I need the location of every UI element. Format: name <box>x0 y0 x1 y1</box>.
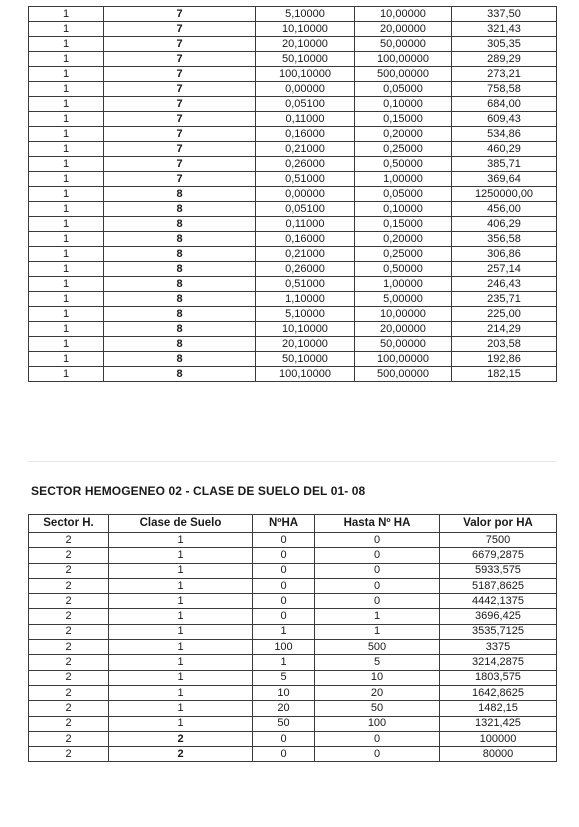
soil-class-cell: 1 <box>109 701 253 716</box>
table-row <box>29 655 557 670</box>
soil-class-cell: 1 <box>109 594 253 609</box>
ha-to-cell: 5 <box>315 655 440 670</box>
sector-cell: 1 <box>29 292 104 307</box>
ha-to-cell: 0,25000 <box>355 142 452 157</box>
ha-to-cell: 100 <box>315 716 440 731</box>
soil-class-cell: 1 <box>109 685 253 700</box>
table-row <box>29 337 557 352</box>
value-cell: 1642,8625 <box>440 685 557 700</box>
value-cell: 235,71 <box>452 292 557 307</box>
ha-from-cell: 1,10000 <box>256 292 355 307</box>
ha-to-cell: 500 <box>315 640 440 655</box>
sector-cell: 1 <box>29 262 104 277</box>
value-cell: 225,00 <box>452 307 557 322</box>
column-header-ha-to: Hasta Nº HA <box>315 515 440 533</box>
table-row <box>29 67 557 82</box>
sector-cell: 1 <box>29 37 104 52</box>
ha-to-cell: 0,25000 <box>355 247 452 262</box>
sector-cell: 1 <box>29 127 104 142</box>
value-cell: 203,58 <box>452 337 557 352</box>
ha-from-cell: 0,51000 <box>256 277 355 292</box>
sector-cell: 1 <box>29 337 104 352</box>
soil-class-cell: 8 <box>104 292 256 307</box>
value-cell: 257,14 <box>452 262 557 277</box>
soil-class-cell: 7 <box>104 97 256 112</box>
sector-cell: 1 <box>29 247 104 262</box>
soil-class-cell: 1 <box>109 716 253 731</box>
column-header-sector: Sector H. <box>29 515 109 533</box>
value-cell: 758,58 <box>452 82 557 97</box>
ha-from-cell: 0 <box>253 609 315 624</box>
soil-class-cell: 8 <box>104 187 256 202</box>
soil-class-cell: 8 <box>104 202 256 217</box>
ha-to-cell: 100,00000 <box>355 52 452 67</box>
value-cell: 182,15 <box>452 367 557 382</box>
ha-to-cell: 100,00000 <box>355 352 452 367</box>
value-cell: 289,29 <box>452 52 557 67</box>
ha-to-cell: 0 <box>315 548 440 563</box>
ha-to-cell: 0 <box>315 747 440 762</box>
ha-from-cell: 0 <box>253 548 315 563</box>
table-row <box>29 202 557 217</box>
sector-cell: 1 <box>29 322 104 337</box>
table-row <box>29 609 557 624</box>
soil-class-cell: 8 <box>104 337 256 352</box>
ha-from-cell: 0,16000 <box>256 232 355 247</box>
sector-cell: 2 <box>29 731 109 746</box>
ha-to-cell: 500,00000 <box>355 367 452 382</box>
ha-from-cell: 0,51000 <box>256 172 355 187</box>
sector-cell: 1 <box>29 172 104 187</box>
soil-class-cell: 1 <box>109 609 253 624</box>
value-cell: 6679,2875 <box>440 548 557 563</box>
ha-from-cell: 10,10000 <box>256 22 355 37</box>
ha-from-cell: 0,21000 <box>256 247 355 262</box>
sector-cell: 1 <box>29 82 104 97</box>
value-cell: 1250000,00 <box>452 187 557 202</box>
table-row <box>29 37 557 52</box>
sector-cell: 2 <box>29 609 109 624</box>
sector-cell: 1 <box>29 97 104 112</box>
ha-from-cell: 50 <box>253 716 315 731</box>
ha-from-cell: 0,26000 <box>256 157 355 172</box>
ha-to-cell: 5,00000 <box>355 292 452 307</box>
sector-cell: 2 <box>29 685 109 700</box>
soil-class-cell: 8 <box>104 232 256 247</box>
table-row <box>29 52 557 67</box>
sector-cell: 2 <box>29 624 109 639</box>
value-cell: 609,43 <box>452 112 557 127</box>
value-cell: 5933,575 <box>440 563 557 578</box>
ha-to-cell: 50,00000 <box>355 337 452 352</box>
ha-from-cell: 0,05100 <box>256 202 355 217</box>
ha-from-cell: 50,10000 <box>256 352 355 367</box>
value-cell: 1482,15 <box>440 701 557 716</box>
value-cell: 337,50 <box>452 7 557 22</box>
soil-class-cell: 7 <box>104 7 256 22</box>
sector-cell: 2 <box>29 563 109 578</box>
table-row <box>29 670 557 685</box>
ha-from-cell: 0 <box>253 533 315 548</box>
sector-cell: 2 <box>29 716 109 731</box>
value-cell: 306,86 <box>452 247 557 262</box>
soil-class-cell: 8 <box>104 307 256 322</box>
value-cell: 273,21 <box>452 67 557 82</box>
soil-class-cell: 2 <box>109 731 253 746</box>
ha-to-cell: 0,15000 <box>355 112 452 127</box>
ha-to-cell: 1 <box>315 624 440 639</box>
ha-from-cell: 100,10000 <box>256 67 355 82</box>
soil-class-cell: 8 <box>104 367 256 382</box>
page-divider <box>28 461 556 462</box>
table-row <box>29 7 557 22</box>
table-row <box>29 747 557 762</box>
sector-cell: 1 <box>29 367 104 382</box>
sector-cell: 1 <box>29 202 104 217</box>
value-cell: 192,86 <box>452 352 557 367</box>
ha-from-cell: 20,10000 <box>256 337 355 352</box>
sector-cell: 1 <box>29 112 104 127</box>
sector-cell: 1 <box>29 307 104 322</box>
ha-to-cell: 0 <box>315 533 440 548</box>
soil-class-cell: 7 <box>104 22 256 37</box>
value-cell: 100000 <box>440 731 557 746</box>
soil-class-cell: 8 <box>104 322 256 337</box>
table-row <box>29 277 557 292</box>
ha-to-cell: 0,15000 <box>355 217 452 232</box>
ha-to-cell: 0,20000 <box>355 127 452 142</box>
table-row <box>29 22 557 37</box>
table-row <box>29 82 557 97</box>
ha-to-cell: 500,00000 <box>355 67 452 82</box>
ha-to-cell: 20,00000 <box>355 22 452 37</box>
sector-cell: 2 <box>29 548 109 563</box>
ha-from-cell: 10 <box>253 685 315 700</box>
table-body <box>29 533 557 762</box>
column-header-soil-class: Clase de Suelo <box>109 515 253 533</box>
ha-from-cell: 0 <box>253 563 315 578</box>
value-cell: 684,00 <box>452 97 557 112</box>
value-cell: 356,58 <box>452 232 557 247</box>
ha-to-cell: 0,10000 <box>355 97 452 112</box>
value-cell: 1321,425 <box>440 716 557 731</box>
soil-class-cell: 1 <box>109 655 253 670</box>
ha-to-cell: 1,00000 <box>355 172 452 187</box>
value-cell: 246,43 <box>452 277 557 292</box>
section-title: SECTOR HEMOGENEO 02 - CLASE DE SUELO DEL 01- 08 <box>31 484 366 498</box>
table-body <box>29 7 557 382</box>
value-cell: 305,35 <box>452 37 557 52</box>
ha-from-cell: 0,26000 <box>256 262 355 277</box>
ha-to-cell: 0 <box>315 563 440 578</box>
value-cell: 7500 <box>440 533 557 548</box>
soil-class-cell: 7 <box>104 67 256 82</box>
table-header-row <box>29 515 557 533</box>
value-cell: 406,29 <box>452 217 557 232</box>
ha-from-cell: 10,10000 <box>256 322 355 337</box>
ha-from-cell: 0 <box>253 594 315 609</box>
ha-from-cell: 1 <box>253 655 315 670</box>
value-cell: 460,29 <box>452 142 557 157</box>
soil-class-cell: 1 <box>109 624 253 639</box>
sector-cell: 1 <box>29 157 104 172</box>
sector-cell: 1 <box>29 352 104 367</box>
sector-cell: 1 <box>29 187 104 202</box>
value-cell: 3375 <box>440 640 557 655</box>
value-cell: 1803,575 <box>440 670 557 685</box>
table-row <box>29 142 557 157</box>
sector-cell: 1 <box>29 52 104 67</box>
soil-class-cell: 7 <box>104 157 256 172</box>
ha-to-cell: 0,05000 <box>355 82 452 97</box>
sector-cell: 2 <box>29 533 109 548</box>
land-value-table-sector-1 <box>28 6 557 382</box>
ha-from-cell: 1 <box>253 624 315 639</box>
value-cell: 3696,425 <box>440 609 557 624</box>
table-row <box>29 367 557 382</box>
table-row <box>29 563 557 578</box>
ha-to-cell: 50 <box>315 701 440 716</box>
ha-from-cell: 0,21000 <box>256 142 355 157</box>
ha-from-cell: 5 <box>253 670 315 685</box>
ha-to-cell: 1,00000 <box>355 277 452 292</box>
value-cell: 5187,8625 <box>440 578 557 593</box>
ha-from-cell: 100 <box>253 640 315 655</box>
table-row <box>29 97 557 112</box>
table-row <box>29 578 557 593</box>
table-row <box>29 127 557 142</box>
table-row <box>29 624 557 639</box>
ha-from-cell: 0,16000 <box>256 127 355 142</box>
soil-class-cell: 7 <box>104 82 256 97</box>
ha-from-cell: 0,05100 <box>256 97 355 112</box>
value-cell: 80000 <box>440 747 557 762</box>
table-row <box>29 352 557 367</box>
table-row <box>29 172 557 187</box>
table-row <box>29 716 557 731</box>
sector-cell: 1 <box>29 142 104 157</box>
ha-from-cell: 5,10000 <box>256 7 355 22</box>
sector-cell: 1 <box>29 277 104 292</box>
ha-from-cell: 20 <box>253 701 315 716</box>
soil-class-cell: 1 <box>109 670 253 685</box>
ha-from-cell: 100,10000 <box>256 367 355 382</box>
sector-cell: 2 <box>29 655 109 670</box>
value-cell: 4442,1375 <box>440 594 557 609</box>
ha-to-cell: 0,05000 <box>355 187 452 202</box>
sector-cell: 2 <box>29 578 109 593</box>
table-row <box>29 247 557 262</box>
ha-to-cell: 0,20000 <box>355 232 452 247</box>
soil-class-cell: 8 <box>104 277 256 292</box>
sector-cell: 2 <box>29 594 109 609</box>
table-row <box>29 594 557 609</box>
ha-to-cell: 10,00000 <box>355 7 452 22</box>
value-cell: 456,00 <box>452 202 557 217</box>
table-row <box>29 232 557 247</box>
table-row <box>29 292 557 307</box>
table-row <box>29 187 557 202</box>
ha-from-cell: 0,00000 <box>256 187 355 202</box>
ha-to-cell: 0,50000 <box>355 157 452 172</box>
ha-to-cell: 0 <box>315 594 440 609</box>
table-row <box>29 533 557 548</box>
table-row <box>29 731 557 746</box>
soil-class-cell: 1 <box>109 578 253 593</box>
ha-to-cell: 0,50000 <box>355 262 452 277</box>
value-cell: 214,29 <box>452 322 557 337</box>
column-header-ha-from: NºHA <box>253 515 315 533</box>
sector-cell: 2 <box>29 747 109 762</box>
soil-class-cell: 7 <box>104 172 256 187</box>
table-row <box>29 548 557 563</box>
table-row <box>29 157 557 172</box>
soil-class-cell: 8 <box>104 352 256 367</box>
table-row <box>29 112 557 127</box>
value-cell: 369,64 <box>452 172 557 187</box>
ha-from-cell: 0,11000 <box>256 112 355 127</box>
column-header-value-per-ha: Valor por HA <box>440 515 557 533</box>
table-row <box>29 701 557 716</box>
sector-cell: 2 <box>29 640 109 655</box>
land-value-table-sector-2 <box>28 514 557 762</box>
soil-class-cell: 1 <box>109 548 253 563</box>
sector-cell: 1 <box>29 217 104 232</box>
ha-from-cell: 0 <box>253 578 315 593</box>
ha-from-cell: 0,00000 <box>256 82 355 97</box>
value-cell: 385,71 <box>452 157 557 172</box>
sector-cell: 2 <box>29 670 109 685</box>
ha-to-cell: 10,00000 <box>355 307 452 322</box>
ha-from-cell: 0 <box>253 747 315 762</box>
table-row <box>29 322 557 337</box>
soil-class-cell: 7 <box>104 37 256 52</box>
soil-class-cell: 7 <box>104 52 256 67</box>
ha-from-cell: 0,11000 <box>256 217 355 232</box>
value-cell: 3214,2875 <box>440 655 557 670</box>
value-cell: 534,86 <box>452 127 557 142</box>
ha-to-cell: 50,00000 <box>355 37 452 52</box>
table-row <box>29 217 557 232</box>
soil-class-cell: 1 <box>109 533 253 548</box>
table-row <box>29 262 557 277</box>
sector-cell: 1 <box>29 22 104 37</box>
soil-class-cell: 7 <box>104 127 256 142</box>
ha-to-cell: 20 <box>315 685 440 700</box>
ha-to-cell: 10 <box>315 670 440 685</box>
soil-class-cell: 7 <box>104 112 256 127</box>
value-cell: 321,43 <box>452 22 557 37</box>
soil-class-cell: 1 <box>109 563 253 578</box>
soil-class-cell: 2 <box>109 747 253 762</box>
soil-class-cell: 8 <box>104 247 256 262</box>
ha-from-cell: 0 <box>253 731 315 746</box>
sector-cell: 2 <box>29 701 109 716</box>
sector-cell: 1 <box>29 232 104 247</box>
soil-class-cell: 1 <box>109 640 253 655</box>
table-row <box>29 685 557 700</box>
soil-class-cell: 8 <box>104 262 256 277</box>
sector-cell: 1 <box>29 67 104 82</box>
ha-to-cell: 1 <box>315 609 440 624</box>
ha-from-cell: 20,10000 <box>256 37 355 52</box>
ha-to-cell: 0 <box>315 578 440 593</box>
soil-class-cell: 7 <box>104 142 256 157</box>
value-cell: 3535,7125 <box>440 624 557 639</box>
table-row <box>29 640 557 655</box>
soil-class-cell: 8 <box>104 217 256 232</box>
ha-from-cell: 5,10000 <box>256 307 355 322</box>
ha-from-cell: 50,10000 <box>256 52 355 67</box>
ha-to-cell: 0 <box>315 731 440 746</box>
table-row <box>29 307 557 322</box>
ha-to-cell: 20,00000 <box>355 322 452 337</box>
sector-cell: 1 <box>29 7 104 22</box>
ha-to-cell: 0,10000 <box>355 202 452 217</box>
